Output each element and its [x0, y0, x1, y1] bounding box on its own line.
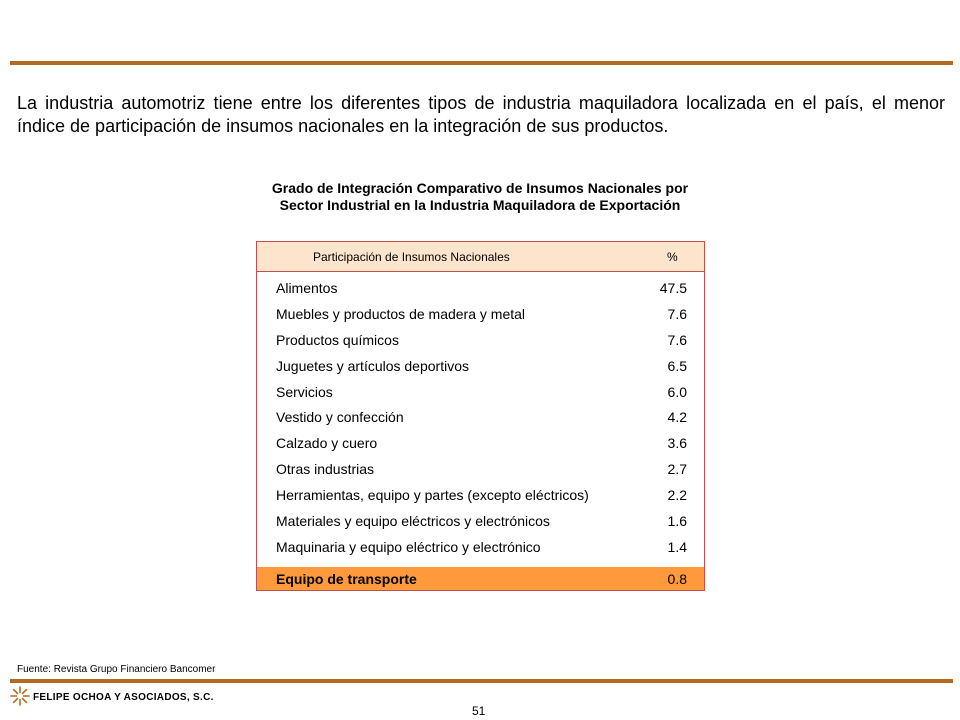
company-name: FELIPE OCHOA Y ASOCIADOS, S.C. [33, 692, 214, 703]
source-note: Fuente: Revista Grupo Financiero Bancomer [17, 664, 216, 675]
row-percent: 1.6 [667, 513, 687, 530]
row-sector: Juguetes y artículos deportivos [276, 357, 469, 374]
table-row [257, 353, 704, 379]
row-sector: Calzado y cuero [276, 435, 378, 452]
table-body [257, 275, 704, 560]
row-sector: Productos químicos [276, 331, 399, 348]
row-sector: Vestido y confección [276, 409, 404, 426]
row-percent: 7.6 [667, 305, 687, 322]
row-percent: 2.2 [667, 487, 687, 504]
row-percent: 0.8 [667, 571, 687, 587]
row-percent: 6.5 [667, 357, 687, 374]
table-row [257, 275, 704, 301]
row-sector: Materiales y equipo eléctricos y electrónicos [276, 513, 550, 530]
row-sector: Muebles y productos de madera y metal [276, 305, 526, 322]
table-title-line-1: Grado de Integración Comparativo de Insumos Nacionales por [271, 180, 689, 196]
row-sector: Maquinaria y equipo eléctrico y electrónico [276, 538, 541, 555]
highlighted-row-transport [257, 567, 704, 590]
table-row [257, 430, 704, 456]
row-sector: Alimentos [276, 280, 338, 296]
row-percent: 4.2 [667, 409, 687, 426]
intro-paragraph: La industria automotriz tiene entre los diferentes tipos de industria maquiladora localizada en el país, el menor índice de participación de insumos nacionales en la integración de sus productos. [17, 93, 945, 136]
row-percent: 7.6 [667, 331, 687, 348]
row-percent: 1.4 [667, 538, 687, 555]
row-percent: 3.6 [667, 435, 687, 452]
table-row [257, 301, 704, 327]
table-row [257, 404, 704, 430]
table-row [257, 327, 704, 353]
table-header [257, 242, 704, 272]
participation-table [256, 241, 705, 591]
table-row [257, 534, 704, 560]
table-row [257, 482, 704, 508]
row-percent: 47.5 [659, 280, 687, 296]
top-divider [10, 61, 953, 65]
row-sector: Equipo de transporte [276, 571, 417, 587]
header-percent: % [667, 250, 678, 264]
sunburst-logo-icon [10, 686, 30, 706]
table-row [257, 456, 704, 482]
table-title-line-2: Sector Industrial en la Industria Maquiladora de Exportación [279, 197, 681, 213]
table-row [257, 508, 704, 534]
row-sector: Otras industrias [276, 461, 375, 478]
row-percent: 2.7 [667, 461, 687, 478]
table-title [200, 180, 760, 214]
page-number: 51 [472, 704, 486, 718]
row-sector: Herramientas, equipo y partes (excepto eléctricos) [276, 487, 589, 504]
bottom-divider [10, 679, 953, 683]
table-row [257, 379, 704, 405]
row-sector: Servicios [276, 383, 333, 400]
header-sector: Participación de Insumos Nacionales [313, 250, 510, 264]
row-percent: 6.0 [667, 383, 687, 400]
